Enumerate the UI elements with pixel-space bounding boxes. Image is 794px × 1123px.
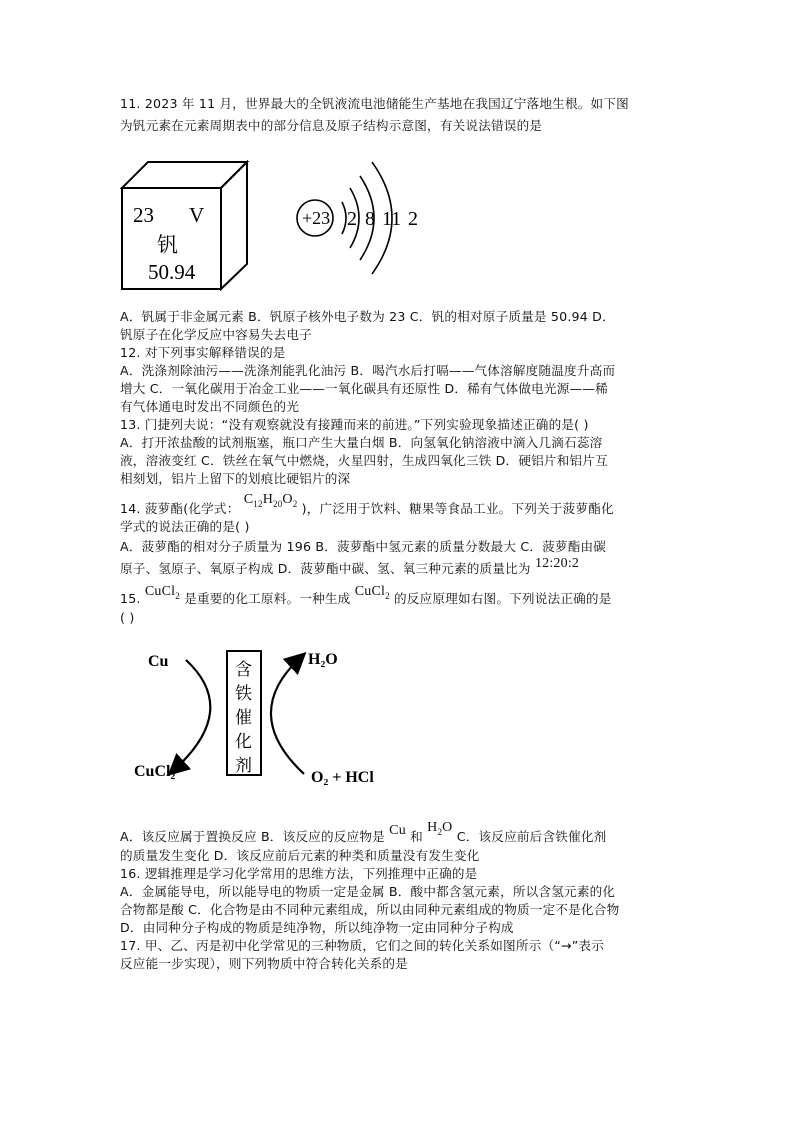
q13-options-line1: A．打开浓盐酸的试剂瓶塞，瓶口产生大量白烟 B．向氢氧化钠溶液中滴入几滴石蕊溶 <box>120 435 603 450</box>
q15-h2o: $H_2O$ <box>427 820 453 837</box>
q15-cu: Cu <box>389 823 406 838</box>
element-mass: 50.94 <box>148 260 196 284</box>
catalyst-char-5: 剂 <box>235 756 252 776</box>
q14-stem-a: 14. 菠萝酯(化学式： <box>120 501 240 516</box>
catalyst-char-3: 催 <box>235 708 252 728</box>
q11-stem-line1: 11. 2023 年 11 月，世界最大的全钒液流电池储能生产基地在我国辽宁落地生根。如下图 <box>120 96 629 111</box>
q15-option-a-b: A．该反应属于置换反应 B．该反应的反应物是 <box>120 829 385 844</box>
nucleus-charge: +23 <box>302 208 331 228</box>
q14-options-line2 <box>120 556 580 578</box>
q15-stem-line1 <box>120 584 612 613</box>
shell-4: 2 <box>408 208 418 230</box>
q15-options-line2: 的质量发生变化 D．该反应前后元素的种类和质量没有发生变化 <box>120 848 480 863</box>
q15-and: 和 <box>410 829 423 844</box>
shell-1: 2 <box>347 208 357 230</box>
reactant-o2-hcl: O₂ + HCl <box>311 769 374 786</box>
q16-stem: 16. 逻辑推理是学习化学常用的思维方法，下列推理中正确的是 <box>120 866 478 881</box>
catalyst-char-2: 铁 <box>235 684 252 704</box>
q16-options-line1: A．金属能导电，所以能导电的物质一定是金属 B．酸中都含氢元素，所以含氢元素的化 <box>120 884 616 899</box>
q11-stem-line2: 为钒元素在元素周期表中的部分信息及原子结构示意图，有关说法错误的是 <box>120 118 543 133</box>
catalyst-char-4: 化 <box>235 732 252 752</box>
shell-2: 8 <box>365 208 375 230</box>
element-symbol: V <box>189 203 205 227</box>
q13-stem: 13. 门捷列夫说：“没有观察就没有接踵而来的前进。”下列实验现象描述正确的是( ) <box>120 417 589 432</box>
q14-stem-line2: 学式的说法正确的是( ) <box>120 519 250 534</box>
q16-options-line3: D．由同种分子构成的物质是纯净物，所以纯净物一定由同种分子构成 <box>120 920 514 935</box>
reactant-cu: Cu <box>148 653 169 670</box>
right-arc-arrow <box>271 658 304 774</box>
q12-options-line3: 有气体通电时发出不同颜色的光 <box>120 399 300 414</box>
q12-stem: 12. 对下列事实解释错误的是 <box>120 345 286 360</box>
element-name: 钒 <box>157 233 178 257</box>
q17-stem-line1: 17. 甲、乙、丙是初中化学常见的三种物质，它们之间的转化关系如图所示（“→”表示 <box>120 938 605 953</box>
q14-options-line1: A．菠萝酯的相对分子质量为 196 B．菠萝酯中氢元素的质量分数最大 C．菠萝酯由碳 <box>120 539 607 554</box>
q14-option-d: 原子、氢原子、氧原子构成 D．菠萝酯中碳、氢、氧三种元素的质量比为 <box>120 561 531 576</box>
q15-number: 15. <box>120 591 141 606</box>
q11-options-line2: 钒原子在化学反应中容易失去电子 <box>120 327 312 342</box>
element-card-figure <box>118 158 253 293</box>
q12-options-line2: 增大 C．一氧化碳用于冶金工业——一氧化碳具有还原性 D．稀有气体做电光源——稀 <box>120 381 608 396</box>
q15-stem-a: 是重要的化工原料。一种生成 <box>184 591 351 606</box>
q14-stem-b: )，广泛用于饮料、糖果等食品工业。下列关于菠萝酯化 <box>301 501 614 516</box>
q15-paren: ( ) <box>120 610 135 625</box>
element-number: 23 <box>133 203 154 227</box>
q17-stem-line2: 反应能一步实现），则下列物质中符合转化关系的是 <box>120 956 408 971</box>
q15-formula-1: CuCl$_2$ <box>144 584 180 601</box>
reaction-diagram <box>128 642 388 792</box>
q14-mass-ratio: 12:20:2 <box>534 556 580 571</box>
q13-options-line3: 相刻划，铝片上留下的划痕比硬铝片的深 <box>120 471 351 486</box>
product-h2o: H₂O <box>308 651 338 668</box>
atom-structure-diagram <box>292 150 432 285</box>
q14-formula: $C_{12}H_{20}O_2$ <box>243 492 298 509</box>
q15-stem-b: 的反应原理如右图。下列说法正确的是 <box>394 591 612 606</box>
q16-options-line2: 合物都是酸 C．化合物是由不同种元素组成，所以由同种元素组成的物质一定不是化合物 <box>120 902 620 917</box>
q15-option-c: C．该反应前后含铁催化剂 <box>456 829 607 844</box>
q11-options-line1: A．钒属于非金属元素 B．钒原子核外电子数为 23 C．钒的相对原子质量是 50.94 D． <box>120 309 615 324</box>
q13-options-line2: 液，溶液变红 C．铁丝在氧气中燃烧，火星四射，生成四氧化三铁 D．硬铝片和铝片互 <box>120 453 608 468</box>
left-arc-arrow <box>174 660 210 770</box>
shell-3: 11 <box>382 208 402 230</box>
product-cucl2: CuCl₂ <box>134 763 176 780</box>
catalyst-char-1: 含 <box>235 660 252 680</box>
q12-options-line1: A．洗涤剂除油污——洗涤剂能乳化油污 B．喝汽水后打嗝——气体溶解度随温度升高而 <box>120 363 616 378</box>
q15-formula-2: CuCl$_2$ <box>354 584 390 601</box>
